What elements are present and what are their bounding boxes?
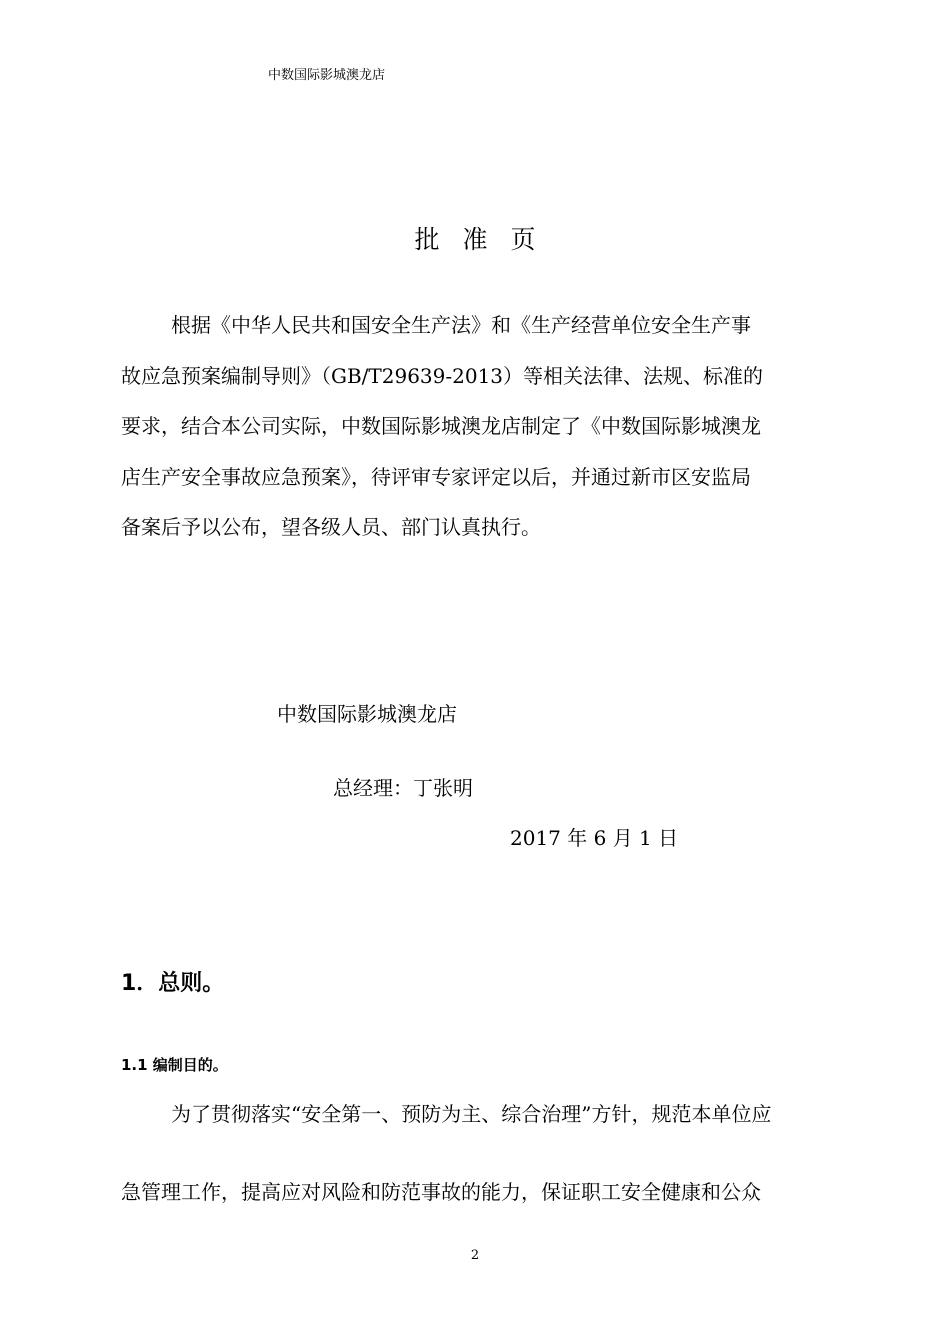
running-header: 中数国际影城澳龙店: [268, 68, 386, 83]
section-heading: 1．总则。: [121, 971, 225, 996]
signature-company: 中数国际影城澳龙店: [277, 702, 457, 726]
approval-paragraph: [121, 300, 835, 553]
approval-paragraph-line: 要求，结合本公司实际，中数国际影城澳龙店制定了《中数国际影城澳龙: [121, 414, 761, 438]
approval-page-title: 批 准 页: [414, 225, 543, 254]
purpose-paragraph-line: 为了贯彻落实“安全第一、预防为主、综合治理”方针，规范本单位应: [171, 1102, 772, 1126]
signature-manager: 总经理：丁张明: [333, 776, 473, 800]
approval-paragraph-line: 故应急预案编制导则》（GB/T29639-2013）等相关法律、法规、标准的: [121, 363, 764, 388]
page-number: 2: [470, 1248, 480, 1263]
approval-paragraph-line: 根据《中华人民共和国安全生产法》和《生产经营单位安全生产事: [171, 313, 751, 337]
approval-paragraph-line: 店生产安全事故应急预案》，待评审专家评定以后，并通过新市区安监局: [121, 464, 751, 489]
approval-paragraph-line: 备案后予以公布，望各级人员、部门认真执行。: [121, 515, 541, 539]
purpose-paragraph-line: 急管理工作，提高应对风险和防范事故的能力，保证职工安全健康和公众: [121, 1180, 761, 1204]
signature-date: 2017 年 6 月 1 日: [510, 826, 679, 850]
purpose-paragraph: [121, 1096, 835, 1252]
subsection-heading: 1.1 编制目的。: [121, 1056, 228, 1074]
